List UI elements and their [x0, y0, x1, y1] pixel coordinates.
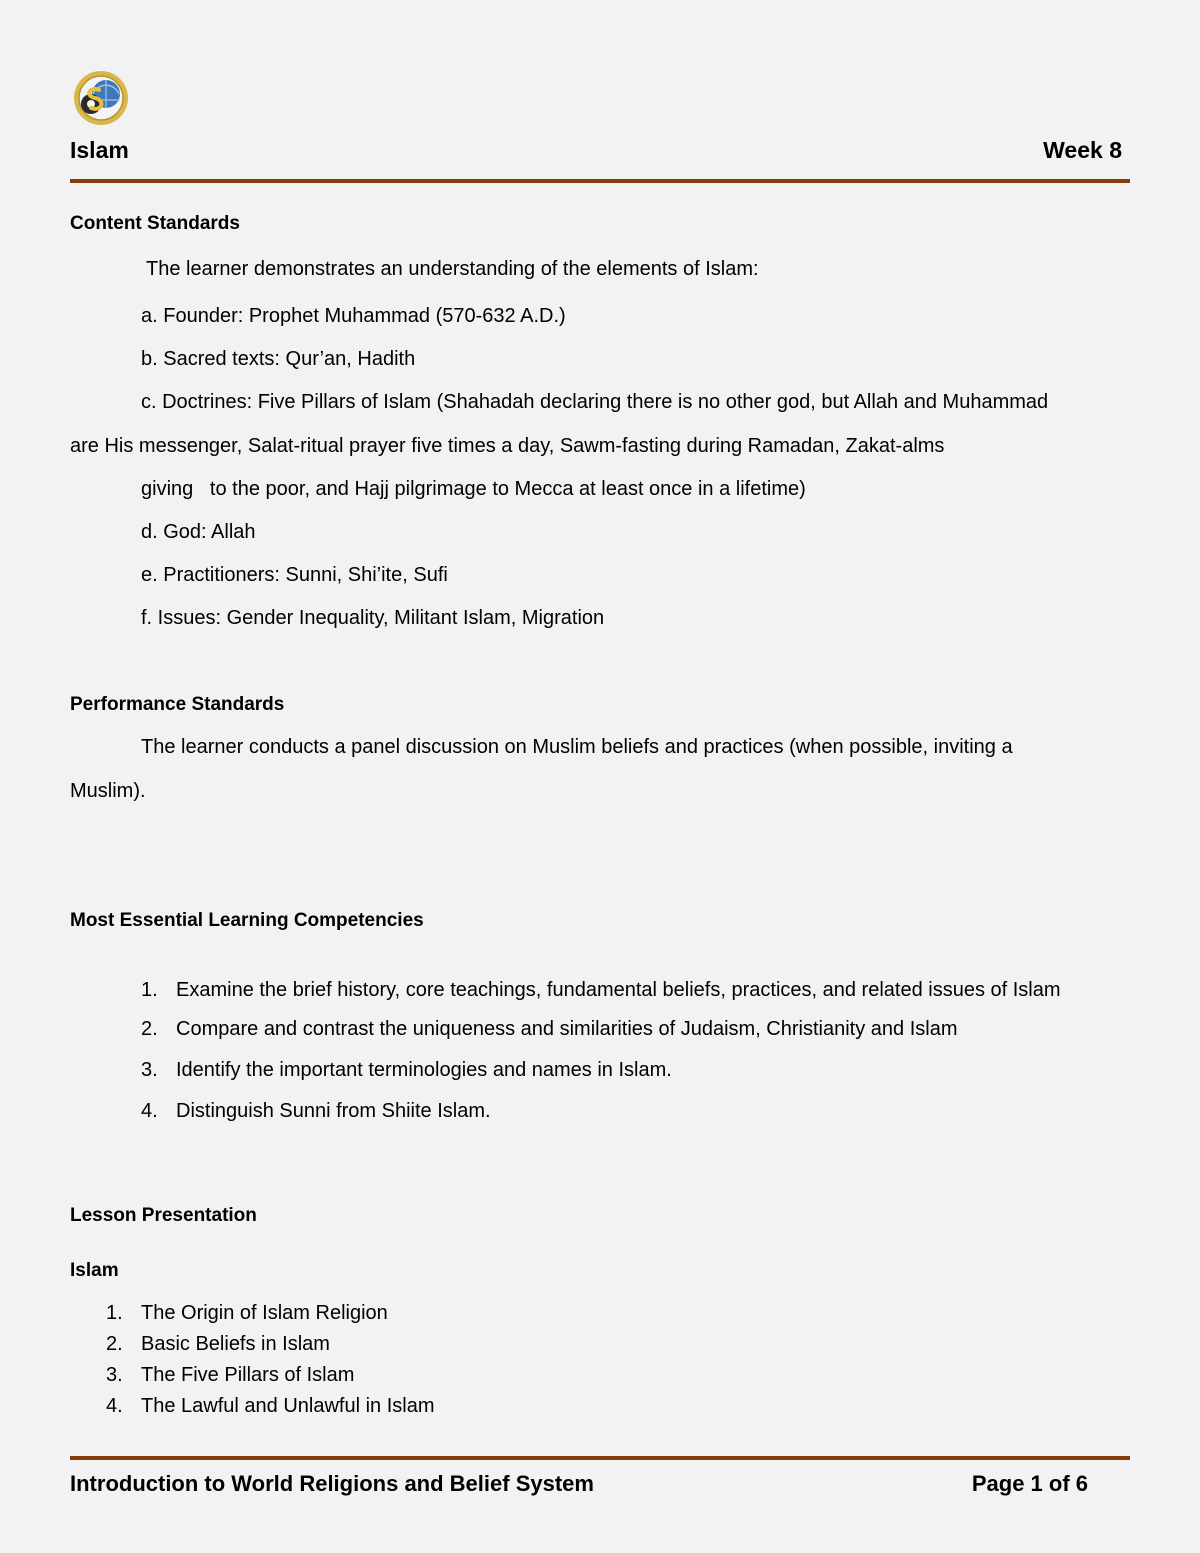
- melc-item-number: 2.: [141, 1018, 158, 1040]
- melc-item-text: Distinguish Sunni from Shiite Islam.: [176, 1100, 491, 1122]
- footer-course-title: Introduction to World Religions and Belief System: [70, 1471, 594, 1496]
- footer-page-number: Page 1 of 6: [971, 1471, 1088, 1496]
- header-week: Week 8: [1043, 137, 1122, 163]
- lesson-item-text: The Five Pillars of Islam: [141, 1364, 355, 1386]
- melc-item-number: 4.: [141, 1100, 158, 1122]
- content-standards-item-f: f. Issues: Gender Inequality, Militant Islam, Migration: [141, 607, 605, 629]
- content-standards-item-c-cont1: are His messenger, Salat-ritual prayer five times a day, Sawm-fasting during Ramadan, Zakat-alms: [70, 435, 945, 457]
- performance-standards-heading: Performance Standards: [70, 694, 285, 715]
- melc-item-text: Compare and contrast the uniqueness and similarities of Judaism, Christianity and Islam: [176, 1018, 958, 1040]
- header-divider: [70, 179, 1130, 183]
- melc-item-4: [141, 1100, 491, 1123]
- lesson-item-1: [106, 1302, 388, 1325]
- lesson-item-number: 2.: [106, 1333, 123, 1355]
- melc-heading: Most Essential Learning Competencies: [70, 910, 424, 931]
- lesson-item-text: The Origin of Islam Religion: [141, 1302, 388, 1324]
- footer-divider: [70, 1456, 1130, 1460]
- school-seal-logo: [73, 70, 129, 126]
- lesson-item-text: The Lawful and Unlawful in Islam: [141, 1395, 435, 1417]
- content-standards-intro: The learner demonstrates an understanding of the elements of Islam:: [146, 258, 759, 280]
- melc-item-text: Examine the brief history, core teachings, fundamental beliefs, practices, and related issues of Islam: [176, 979, 1061, 1001]
- lesson-item-4: [106, 1395, 434, 1418]
- lesson-presentation-heading: Lesson Presentation: [70, 1205, 257, 1226]
- content-standards-item-e: e. Practitioners: Sunni, Shi’ite, Sufi: [141, 564, 448, 586]
- melc-item-number: 1.: [141, 979, 158, 1001]
- melc-item-3: [141, 1059, 672, 1082]
- content-standards-item-d: d. God: Allah: [141, 521, 256, 543]
- lesson-item-number: 4.: [106, 1395, 123, 1417]
- lesson-item-2: [106, 1333, 330, 1356]
- performance-standards-line-1: The learner conducts a panel discussion on Muslim beliefs and practices (when possible, inviting a: [141, 736, 1013, 758]
- melc-item-text: Identify the important terminologies and names in Islam.: [176, 1059, 672, 1081]
- melc-item-2: [141, 1018, 957, 1041]
- lesson-item-3: [106, 1364, 354, 1387]
- content-standards-heading: Content Standards: [70, 213, 240, 234]
- lesson-item-number: 3.: [106, 1364, 123, 1386]
- content-standards-item-c-cont2: giving to the poor, and Hajj pilgrimage to Mecca at least once in a lifetime): [141, 478, 806, 500]
- content-standards-item-b: b. Sacred texts: Qur’an, Hadith: [141, 348, 416, 370]
- content-standards-item-c: c. Doctrines: Five Pillars of Islam (Shahadah declaring there is no other god, but Allah and Muhammad: [141, 391, 1049, 413]
- lesson-subheading: Islam: [70, 1260, 119, 1281]
- lesson-item-number: 1.: [106, 1302, 123, 1324]
- content-standards-item-a: a. Founder: Prophet Muhammad (570-632 A.D.): [141, 305, 566, 327]
- header-title: Islam: [70, 137, 129, 163]
- performance-standards-line-2: Muslim).: [70, 780, 146, 802]
- melc-item-1: [141, 979, 1061, 1002]
- melc-item-number: 3.: [141, 1059, 158, 1081]
- lesson-item-text: Basic Beliefs in Islam: [141, 1333, 330, 1355]
